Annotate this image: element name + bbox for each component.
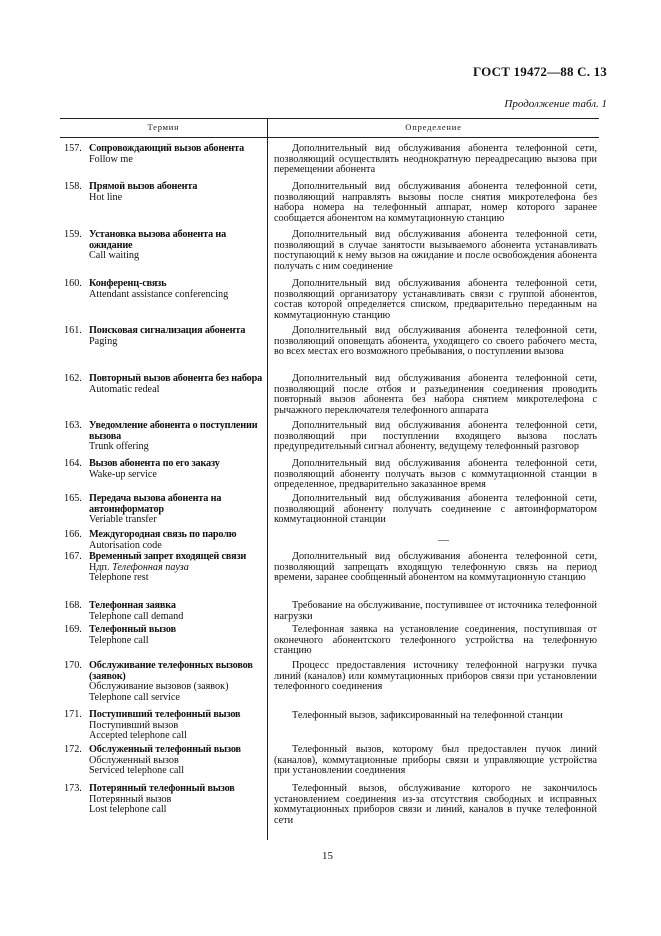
term-cell <box>64 182 264 203</box>
term-cell <box>64 784 264 816</box>
term-cell <box>64 459 264 480</box>
term-number: 165. <box>64 493 82 504</box>
definition-cell: Дополнительный вид обслуживания абонента телефонной сети, позволяющий при поступлении входящего вызова послать предупредительный сигнал абоненту, ведущему телефонный разговор <box>274 420 597 453</box>
term-cell <box>64 144 264 165</box>
term-synonym: Telephone call <box>89 634 149 646</box>
definition-cell: Телефонный вызов, которому был предоставлен пучок линий (каналов), коммутационные приборы связи и управляющие устройства при установлении соединения <box>274 744 597 777</box>
table-header-rule <box>60 137 599 138</box>
definition-cell: Телефонный вызов, зафиксированный на телефонной станции <box>292 710 563 721</box>
document-code: ГОСТ 19472—88 С. 13 <box>473 64 607 79</box>
term-title: Поисковая сигнализация абонента <box>89 325 246 336</box>
term-number: 169. <box>64 624 82 635</box>
term-title: Сопровождающий вызов абонента <box>89 143 245 154</box>
table-continuation-label: Продолжение табл. 1 <box>504 98 607 110</box>
term-synonym: Telephone call demand <box>89 610 184 622</box>
term-synonym: Telephone rest <box>89 572 149 584</box>
term-synonym: Veriable transfer <box>89 514 157 526</box>
term-title: Потерянный телефонный вызов <box>89 783 235 794</box>
term-synonym: Wake-up service <box>89 468 157 480</box>
definition-cell: Процесс предоставления источнику телефонной нагрузки пучка линий (каналов) или коммутационных приборов связи при установлении телефонного соединения <box>274 660 597 693</box>
term-synonym: Attendant assistance conferencing <box>89 288 229 300</box>
term-cell <box>64 230 264 262</box>
term-number: 157. <box>64 143 82 154</box>
term-cell <box>64 326 264 347</box>
term-title: Установка вызова абонента на ожидание <box>89 229 227 251</box>
term-number: 166. <box>64 529 82 540</box>
term-synonym: Autorisation code <box>89 539 162 551</box>
term-title: Конференц-связь <box>89 278 167 289</box>
term-title: Вызов абонента по его заказу <box>89 458 220 469</box>
term-cell <box>64 494 264 526</box>
definition-cell: Дополнительный вид обслуживания абонента телефонной сети, позволяющий организатору устанавливать связи с группой абонентов, состав которой определяется списком, предварительно переданным на коммутационную станцию <box>274 278 597 321</box>
term-title: Уведомление абонента о поступлении вызова <box>89 420 258 442</box>
definition-dash: — <box>438 534 449 546</box>
term-cell <box>64 710 264 742</box>
definition-cell: Дополнительный вид обслуживания абонента телефонной сети, позволяющий оповещать абонента, уходящего со своего рабочего места, во всех местах его возможного пребывания, о поступлении вызова <box>274 325 597 358</box>
term-number: 168. <box>64 600 82 611</box>
term-cell <box>64 601 264 622</box>
term-title: Временный запрет входящей связи <box>89 551 247 562</box>
term-cell <box>64 530 264 551</box>
term-synonym: Serviced telephone call <box>89 765 185 777</box>
term-title: Передача вызова абонента на автоинформатор <box>89 493 222 515</box>
definition-cell: Дополнительный вид обслуживания абонента телефонной сети, позволяющий после отбоя и разъединения соединения проводить повторный вызов абонента без набора снятием микротелефона с рычажного переключателя телефонного аппарата <box>274 373 597 416</box>
definition-cell: Дополнительный вид обслуживания абонента телефонной сети, позволяющий абоненту получать соединение с автоинформатором коммутационной станции <box>274 493 597 526</box>
term-title: Обслуженный телефонный вызов <box>89 744 241 755</box>
page-number: 15 <box>322 850 333 862</box>
term-synonym: Trunk offering <box>89 441 149 453</box>
term-title: Поступивший телефонный вызов <box>89 709 241 720</box>
term-number: 172. <box>64 744 82 755</box>
term-title: Междугородная связь по паролю <box>89 529 237 540</box>
term-cell <box>64 421 264 453</box>
definition-cell: Дополнительный вид обслуживания абонента телефонной сети, позволяющий направлять вызовы после снятия микротелефона без набора номера на телефонный аппарат, номер которого заранее сообщается абонентом на коммутационную станцию <box>274 181 597 224</box>
term-synonym: Обслуживание вызовов (заявок) <box>89 681 229 693</box>
term-number: 162. <box>64 373 82 384</box>
term-number: 159. <box>64 229 82 240</box>
definition-cell: Телефонная заявка на установление соединения, поступившая от оконечного абонентского телефонного устройства на телефонную станцию <box>274 624 597 657</box>
term-synonym: Обслуженный вызов <box>89 754 179 766</box>
term-synonym: Lost telephone call <box>89 804 167 816</box>
column-header-term: Термин <box>147 122 180 132</box>
term-cell <box>64 552 264 584</box>
term-cell <box>64 374 264 395</box>
term-synonym: Call waiting <box>89 250 140 262</box>
definition-cell: Телефонный вызов, обслуживание которого не закончилось установлением соединения из-за отсутствия свободных и исправных коммутационных приборов связи и линий, каналов в пучке телефонной сети <box>274 783 597 826</box>
term-synonym: Потерянный вызов <box>89 793 172 805</box>
definition-cell: Дополнительный вид обслуживания абонента телефонной сети, позволяющий в случае занятости вызываемого абонента устанавливать поступающий к нему вызов на ожидание и после освобождения абонента получать с ним соединение <box>274 229 597 272</box>
term-synonym: Paging <box>89 335 118 347</box>
term-synonym: Поступивший вызов <box>89 719 179 731</box>
term-number: 173. <box>64 783 82 794</box>
term-number: 170. <box>64 660 82 671</box>
definition-cell: Дополнительный вид обслуживания абонента телефонной сети, позволяющий осуществлять неоднократную переадресацию вызова при перемещении абонента <box>274 143 597 176</box>
ndp-term: Телефонная пауза <box>112 561 189 573</box>
term-synonym: Telephone call service <box>89 691 180 703</box>
term-cell <box>64 279 264 300</box>
ndp-prefix: Ндп. <box>89 561 113 573</box>
column-divider <box>267 118 268 840</box>
term-title: Телефонная заявка <box>89 600 176 611</box>
term-synonym: Automatic redeal <box>89 383 160 395</box>
term-number: 161. <box>64 325 82 336</box>
table-top-rule <box>60 118 599 119</box>
term-title: Обслуживание телефонных вызовов (заявок) <box>89 660 253 682</box>
term-cell <box>64 661 264 703</box>
term-title: Прямой вызов абонента <box>89 181 198 192</box>
term-synonym: Accepted telephone call <box>89 730 187 742</box>
definition-cell: Требование на обслуживание, поступившее от источника телефонной нагрузки <box>274 600 597 622</box>
term-number: 171. <box>64 709 82 720</box>
term-number: 158. <box>64 181 82 192</box>
term-number: 160. <box>64 278 82 289</box>
term-synonym: Follow me <box>89 153 133 165</box>
term-title: Повторный вызов абонента без набора <box>89 373 263 384</box>
term-number: 163. <box>64 420 82 431</box>
term-synonym: Hot line <box>89 191 123 203</box>
term-number: 167. <box>64 551 82 562</box>
term-cell <box>64 625 264 646</box>
column-header-definition: Определение <box>405 122 462 132</box>
term-cell <box>64 745 264 777</box>
definition-cell: Дополнительный вид обслуживания абонента телефонной сети, позволяющий абоненту получать вызов с коммутационной станции в определенное, предварительно заказанное время <box>274 458 597 491</box>
term-title: Телефонный вызов <box>89 624 176 635</box>
term-number: 164. <box>64 458 82 469</box>
definition-cell: Дополнительный вид обслуживания абонента телефонной сети, позволяющий запрещать входящую телефонную связь на период времени, заранее сообщенный абонентом на коммутационную станцию <box>274 551 597 584</box>
